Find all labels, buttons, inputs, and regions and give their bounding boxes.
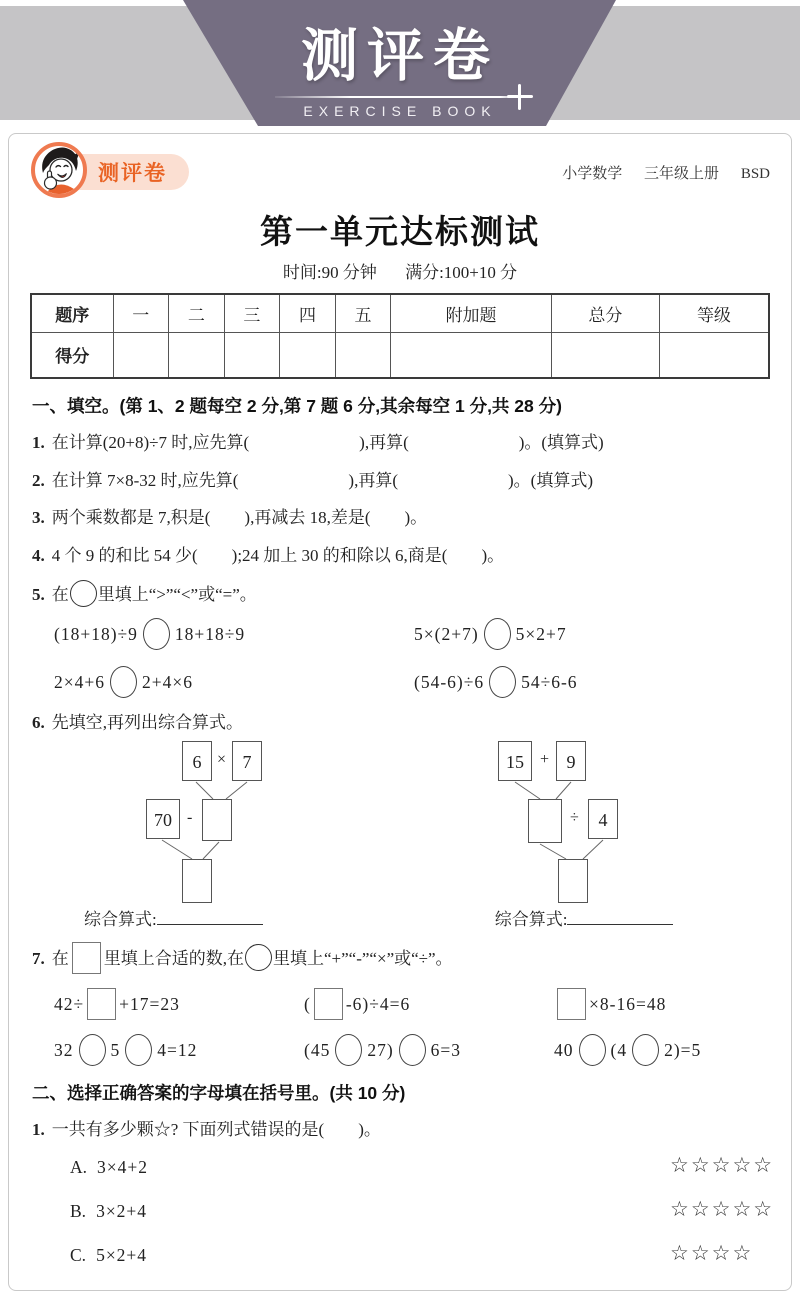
- option-label: C.: [70, 1244, 87, 1265]
- score-header-cell: 一: [113, 294, 169, 332]
- banner-subtitle: EXERCISE BOOK: [303, 103, 497, 119]
- diagram-box: 70: [146, 799, 180, 839]
- formula-label: 综合算式:: [84, 910, 157, 929]
- comparison-item: [414, 666, 770, 698]
- operator-circle: [579, 1034, 606, 1066]
- question-text: 在: [51, 585, 69, 604]
- question-text: 两个乘数都是 7,积是(: [51, 508, 211, 527]
- banner-content: [200, 10, 600, 119]
- question-text: ),再算(: [348, 470, 398, 490]
- question-text: 一共有多少颗☆? 下面列式错误的是(: [51, 1120, 325, 1139]
- formula-right: [495, 905, 674, 930]
- question-text: 4 个 9 的和比 54 少(: [51, 545, 198, 565]
- question-number: 1.: [32, 1120, 45, 1139]
- score-cell: [659, 332, 769, 378]
- star-row: ☆☆☆☆☆: [670, 1152, 775, 1177]
- expression: 42÷: [54, 994, 85, 1014]
- question-text: )。: [358, 1120, 381, 1139]
- expression: (4: [610, 1040, 628, 1060]
- paper-subtitle: [30, 258, 770, 283]
- diagram-box: 6: [182, 741, 212, 781]
- question-text: )。: [481, 545, 505, 565]
- diagram-box-empty: [182, 859, 212, 903]
- score-cell: [113, 332, 169, 378]
- operator-circle: [335, 1034, 362, 1066]
- operator: ÷: [570, 809, 579, 826]
- q6-diagram-zone: [30, 741, 770, 903]
- worksheet-page: [8, 133, 792, 1291]
- subject-label: 小学数学: [562, 165, 623, 182]
- top-banner: [0, 0, 800, 130]
- expression: +17=23: [119, 994, 180, 1014]
- score-header-cell: 三: [224, 294, 280, 332]
- score-header-cell: 等级: [659, 294, 769, 332]
- formula-label: 综合算式:: [494, 910, 568, 929]
- score-header-row: [31, 294, 769, 332]
- operator-circle: [632, 1034, 659, 1066]
- score-header-cell: 总分: [551, 294, 659, 332]
- comparison-item: [414, 618, 770, 650]
- score-header-cell: 二: [169, 294, 225, 332]
- equation-item: [554, 988, 770, 1020]
- compare-circle: [110, 666, 137, 698]
- expression: -6)÷4=6: [345, 994, 411, 1014]
- option-expression: 5×2+4: [96, 1244, 148, 1265]
- q7-row1: [54, 988, 770, 1020]
- option-label: A.: [70, 1156, 88, 1177]
- question-1: [32, 430, 770, 456]
- full-score: 满分:100+10 分: [405, 263, 518, 282]
- score-header-cell: 四: [280, 294, 336, 332]
- equation-item: [54, 1034, 304, 1066]
- operator-circle: [245, 944, 272, 971]
- expression: 2)=5: [664, 1040, 702, 1060]
- score-cell: [335, 332, 391, 378]
- paper-title: 第一单元达标测试: [260, 215, 540, 251]
- score-cell: [224, 332, 280, 378]
- score-cell: [280, 332, 336, 378]
- star-row: ☆☆☆☆: [670, 1240, 754, 1265]
- question-text: 在计算(20+8)÷7 时,应先算(: [51, 433, 250, 452]
- section2-heading: 二、选择正确答案的字母填在括号里。(共 10 分): [32, 1083, 406, 1103]
- compare-circle: [489, 666, 516, 698]
- expression: (54-6)÷6: [414, 671, 485, 692]
- badge-label: 测评卷: [98, 162, 167, 185]
- question-number: 2.: [32, 470, 45, 490]
- compare-circle: [143, 618, 170, 650]
- banner-divider: [275, 96, 525, 98]
- option-b: [70, 1196, 775, 1231]
- q6-diagram-right: [498, 741, 663, 903]
- question-text: 在: [51, 949, 69, 968]
- expression: 6=3: [430, 1040, 462, 1060]
- equation-item: [304, 988, 554, 1020]
- expression: 54÷6-6: [521, 671, 578, 692]
- expression: 5: [110, 1040, 121, 1060]
- score-row-label: 得分: [31, 332, 113, 378]
- expression: 5×(2+7): [414, 623, 479, 644]
- expression: 4=12: [157, 1040, 198, 1060]
- expression: 27): [367, 1040, 394, 1060]
- question-number: 1.: [32, 433, 45, 452]
- diagram-box-empty: [528, 799, 562, 843]
- edition-info: [544, 162, 770, 183]
- operator: ×: [217, 751, 227, 768]
- option-a: [70, 1152, 775, 1187]
- question-text: 里填上合适的数,在: [103, 949, 244, 968]
- expression: (: [304, 994, 311, 1014]
- brand-logo: [30, 141, 189, 204]
- option-label: B.: [70, 1200, 87, 1221]
- equation-item: [554, 1034, 770, 1066]
- compare-circle: [484, 618, 511, 650]
- question-7: [32, 942, 770, 974]
- question-text: 在计算 7×8-32 时,应先算(: [51, 470, 239, 490]
- operator: +: [540, 751, 550, 768]
- operator-circle: [125, 1034, 152, 1066]
- option-expression: 3×4+2: [97, 1156, 149, 1177]
- question-5: [32, 580, 770, 608]
- question-3: [32, 505, 770, 531]
- mascot-boy-icon: [30, 141, 88, 204]
- expression: ×8-16=48: [589, 994, 667, 1014]
- question-number: 3.: [32, 508, 45, 527]
- number-box: [72, 942, 101, 974]
- question-number: 7.: [32, 949, 45, 968]
- question-text: 先填空,再列出综合算式。: [51, 712, 243, 732]
- page-header: [30, 142, 770, 202]
- expression: 18+18÷9: [174, 623, 246, 644]
- diagram-box: 15: [498, 741, 532, 781]
- expression: 2×4+6: [54, 671, 105, 692]
- question-text: )。(填算式): [508, 470, 593, 490]
- expression: 32: [54, 1040, 74, 1060]
- q5-comparison-grid: [54, 618, 770, 698]
- score-header-cell: 附加题: [391, 294, 552, 332]
- answer-line: [567, 920, 673, 925]
- score-value-row: [31, 332, 769, 378]
- equation-item: [304, 1034, 554, 1066]
- expression: 5×2+7: [515, 623, 567, 644]
- q6-diagram-left: [146, 741, 296, 903]
- number-box: [557, 988, 586, 1020]
- question-4: [32, 543, 770, 569]
- q7-row2: [54, 1034, 770, 1066]
- number-box: [314, 988, 343, 1020]
- expression: (45: [304, 1040, 331, 1060]
- question-text: ),再减去 18,差是(: [244, 508, 371, 527]
- question-number: 6.: [32, 712, 45, 732]
- question-text: );24 加上 30 的和除以 6,商是(: [231, 545, 448, 565]
- diagram-box: 4: [588, 799, 618, 839]
- sparkle-icon: [507, 84, 533, 110]
- score-cell: [169, 332, 225, 378]
- question-text: 里填上“+”“-”“×”或“÷”。: [273, 949, 453, 968]
- diagram-box: 7: [232, 741, 262, 781]
- question-text: )。(填算式): [518, 433, 604, 452]
- score-table: [30, 293, 770, 379]
- expression: 40: [554, 1040, 574, 1060]
- operator-circle: [399, 1034, 426, 1066]
- operator: -: [187, 809, 193, 826]
- score-cell: [551, 332, 659, 378]
- question-text: )。: [404, 508, 428, 527]
- edition-label: BSD: [740, 165, 770, 182]
- comparison-item: [54, 666, 414, 698]
- grade-label: 三年级上册: [644, 165, 720, 182]
- option-c: [70, 1240, 770, 1275]
- comparison-item: [54, 618, 414, 650]
- option-expression: 3×2+4: [96, 1200, 148, 1221]
- compare-circle: [70, 580, 97, 607]
- formula-left: [84, 905, 263, 930]
- time-limit: 时间:90 分钟: [282, 263, 377, 282]
- operator-circle: [79, 1034, 106, 1066]
- expression: (18+18)÷9: [54, 623, 138, 644]
- section2-question-1: [32, 1117, 770, 1143]
- number-box: [87, 988, 116, 1020]
- question-6: [32, 710, 770, 736]
- section1-heading: 一、填空。(第 1、2 题每空 2 分,第 7 题 6 分,其余每空 1 分,共 28 分): [32, 396, 562, 416]
- question-text: ),再算(: [359, 433, 409, 452]
- answer-line: [157, 920, 263, 925]
- banner-title: 测评卷: [301, 24, 499, 88]
- star-row: ☆☆☆☆☆: [670, 1196, 775, 1221]
- diagram-box-empty: [558, 859, 588, 903]
- question-number: 4.: [32, 545, 45, 565]
- question-number: 5.: [32, 585, 45, 604]
- diagram-box: 9: [556, 741, 586, 781]
- expression: 2+4×6: [142, 671, 193, 692]
- score-header-cell: 题序: [31, 294, 113, 332]
- equation-item: [54, 988, 304, 1020]
- score-cell: [391, 332, 552, 378]
- q6-formula-row: [30, 905, 770, 930]
- question-2: [32, 468, 770, 494]
- question-text: 里填上“>”“<”或“=”。: [97, 585, 257, 604]
- score-header-cell: 五: [335, 294, 391, 332]
- diagram-box-empty: [202, 799, 232, 841]
